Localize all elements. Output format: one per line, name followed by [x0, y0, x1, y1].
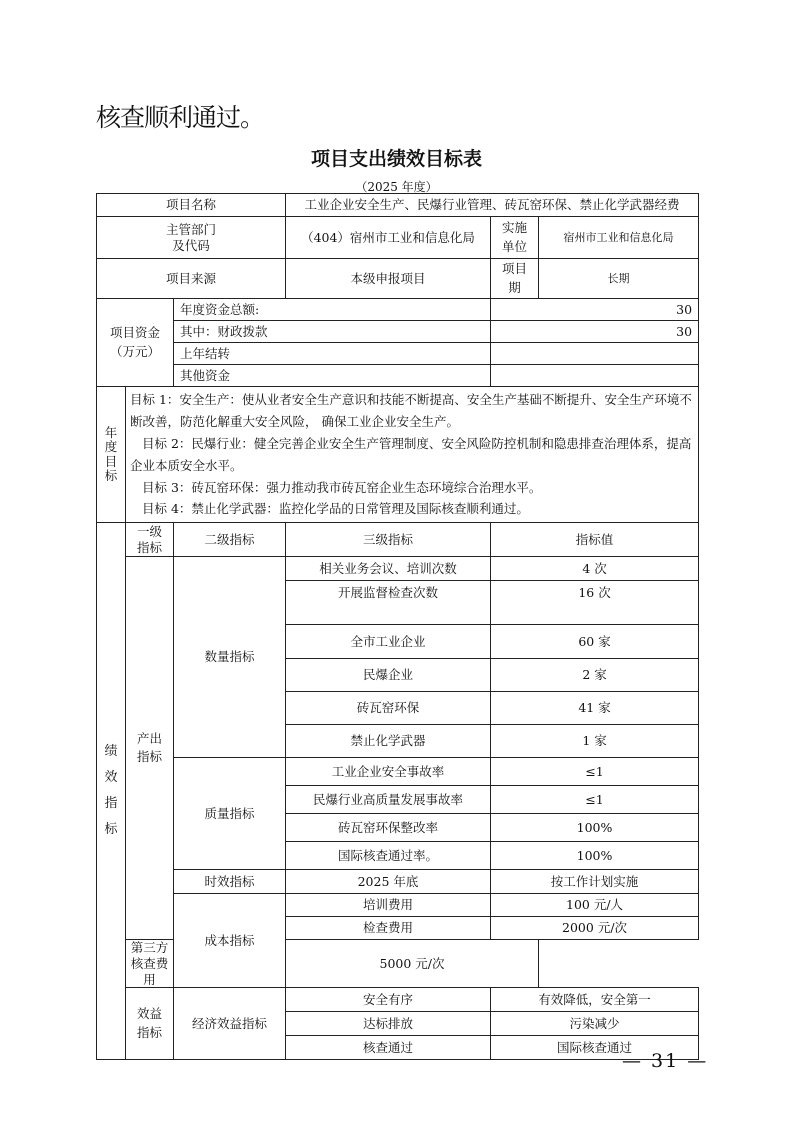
funds-label-line2: （万元） [109, 343, 160, 359]
project-name-row [97, 194, 699, 217]
goal-2: 目标 2：民爆行业：健全完善企业安全生产管理制度、安全风险防控机制和隐患排查治理体系，提高企业本质安全水平。 [130, 435, 692, 473]
level1-header-line2: 指标 [136, 539, 162, 555]
funds-other-value [491, 365, 699, 387]
table-title: 项目支出绩效目标表 [310, 148, 482, 170]
quantity-indicators-label: 数量指标 [174, 557, 286, 758]
goal-1: 目标 1：安全生产：使从业者安全生产意识和技能不断提高、安全生产基础不断提升、安全生产环境不断改善，防范化解重大安全风险， 确保工业企业安全生产。 [130, 392, 692, 429]
indicator-value: 污染减少 [491, 1012, 699, 1036]
indicator-name: 民爆行业高质量发展事故率 [286, 786, 491, 814]
indicators-header-row [97, 523, 699, 557]
indicator-name: 禁止化学武器 [286, 725, 491, 758]
period-label-line1: 项目 [502, 260, 528, 276]
indicator-name: 工业企业安全事故率 [286, 758, 491, 786]
indicator-value: 2000 元/次 [491, 917, 699, 940]
indicator-value: 按工作计划实施 [491, 870, 699, 894]
level3-header: 三级指标 [286, 523, 491, 557]
table-row [97, 988, 699, 1012]
indicator-name: 全市工业企业 [286, 625, 491, 659]
impl-unit-label-line1: 实施 [502, 219, 528, 235]
funds-total-value: 30 [491, 299, 699, 321]
funds-fiscal-label: 其中：财政拨款 [174, 321, 491, 343]
level2-header: 二级指标 [174, 523, 286, 557]
department-label-line1: 主管部门 [166, 221, 217, 237]
indicators-char: 指 [104, 796, 118, 812]
level1-header [126, 523, 174, 557]
indicator-name: 达标排放 [286, 1012, 491, 1036]
indicator-name: 民爆企业 [286, 659, 491, 692]
annual-goals-char: 标 [104, 468, 118, 483]
indicator-value: 1 家 [491, 725, 699, 758]
goal-3: 目标 3：砖瓦窑环保：强力推动我市砖瓦窑企业生态环境综合治理水平。 [142, 479, 542, 495]
indicator-value: ≤1 [491, 758, 699, 786]
indicator-value: 100% [491, 814, 699, 842]
indicator-value: 2 家 [491, 659, 699, 692]
table-row [97, 870, 699, 894]
indicator-name: 培训费用 [286, 894, 491, 917]
page-number: — 31 — [622, 1050, 709, 1072]
level1-header-line1: 一级 [136, 524, 162, 540]
project-name-value: 工业企业安全生产、民爆行业管理、砖瓦窑环保、禁止化学武器经费 [286, 194, 699, 217]
indicators-char: 效 [104, 770, 118, 786]
indicator-value: 5000 元/次 [286, 940, 539, 988]
indicator-name: 国际核查通过率。 [286, 842, 491, 870]
indicator-value: 100% [491, 842, 699, 870]
indicator-value: 16 次 [491, 581, 699, 625]
impl-unit-label-line2: 单位 [502, 238, 528, 254]
cost-indicators-label: 成本指标 [174, 894, 286, 988]
indicator-value: 60 家 [491, 625, 699, 659]
output-label-line1: 产出 [136, 730, 162, 746]
table-row [97, 758, 699, 786]
indicator-value: 41 家 [491, 692, 699, 725]
annual-goals-content [126, 387, 699, 523]
indicator-name: 砖瓦窑环保 [286, 692, 491, 725]
annual-goals-char: 目 [104, 453, 118, 469]
indicators-char: 绩 [104, 744, 118, 760]
benefit-label-line1: 效益 [136, 1005, 162, 1021]
impl-unit-label [491, 217, 539, 259]
output-indicators-label [126, 557, 174, 940]
indicator-name: 砖瓦窑环保整改率 [286, 814, 491, 842]
quality-indicators-label: 质量指标 [174, 758, 286, 870]
benefit-label-line2: 指标 [136, 1024, 162, 1040]
funds-other-label: 其他资金 [174, 365, 491, 387]
indicator-name: 2025 年底 [286, 870, 491, 894]
benefit-indicators-label [126, 988, 174, 1060]
department-value: （404）宿州市工业和信息化局 [286, 217, 491, 259]
table-row [97, 557, 699, 581]
funds-carryover-label: 上年结转 [174, 343, 491, 365]
impl-unit-value: 宿州市工业和信息化局 [539, 217, 699, 259]
department-label [97, 217, 286, 259]
timeliness-indicators-label: 时效指标 [174, 870, 286, 894]
indicator-name: 第三方核查费用 [126, 940, 174, 988]
indicator-name: 开展监督检查次数 [286, 581, 491, 625]
department-row [97, 217, 699, 259]
economic-indicators-label: 经济效益指标 [174, 988, 286, 1060]
funds-total-label: 年度资金总额: [174, 299, 491, 321]
annual-goals-label [97, 387, 126, 523]
source-value: 本级申报项目 [286, 259, 491, 299]
funds-carryover-value [491, 343, 699, 365]
table-row [97, 894, 699, 917]
funds-fiscal-value: 30 [491, 321, 699, 343]
department-label-line2: 及代码 [172, 237, 210, 253]
funds-row-fiscal [97, 321, 699, 343]
funds-row-carryover [97, 343, 699, 365]
indicator-name: 相关业务会议、培训次数 [286, 557, 491, 581]
goal-4: 目标 4：禁止化学武器：监控化学品的日常管理及国际核查顺利通过。 [142, 501, 529, 517]
value-header: 指标值 [491, 523, 699, 557]
source-label: 项目来源 [97, 259, 286, 299]
lead-text: 核查顺利通过。 [96, 103, 265, 132]
performance-target-table [96, 193, 699, 1060]
project-name-label: 项目名称 [97, 194, 286, 217]
funds-row-other [97, 365, 699, 387]
funds-label [97, 299, 174, 387]
indicator-value: 国际核查通过 [491, 1036, 699, 1060]
indicator-name: 核查通过 [286, 1036, 491, 1060]
output-label-line2: 指标 [136, 749, 162, 765]
funds-row-total [97, 299, 699, 321]
indicators-char: 标 [104, 822, 118, 838]
funds-label-line1: 项目资金 [109, 324, 160, 340]
indicator-value: 有效降低，安全第一 [491, 988, 699, 1012]
annual-goals-char: 年 [104, 424, 118, 440]
period-label [491, 259, 539, 299]
indicator-value: ≤1 [491, 786, 699, 814]
indicator-value: 100 元/人 [491, 894, 699, 917]
table-year: （2025 年度） [355, 180, 438, 194]
source-row [97, 259, 699, 299]
indicator-value: 4 次 [491, 557, 699, 581]
annual-goals-row [97, 387, 699, 523]
indicators-label [97, 523, 126, 1060]
annual-goals-char: 度 [104, 439, 118, 455]
indicator-name: 安全有序 [286, 988, 491, 1012]
indicator-name: 检查费用 [286, 917, 491, 940]
period-label-line2: 期 [508, 279, 521, 295]
period-value: 长期 [539, 259, 699, 299]
